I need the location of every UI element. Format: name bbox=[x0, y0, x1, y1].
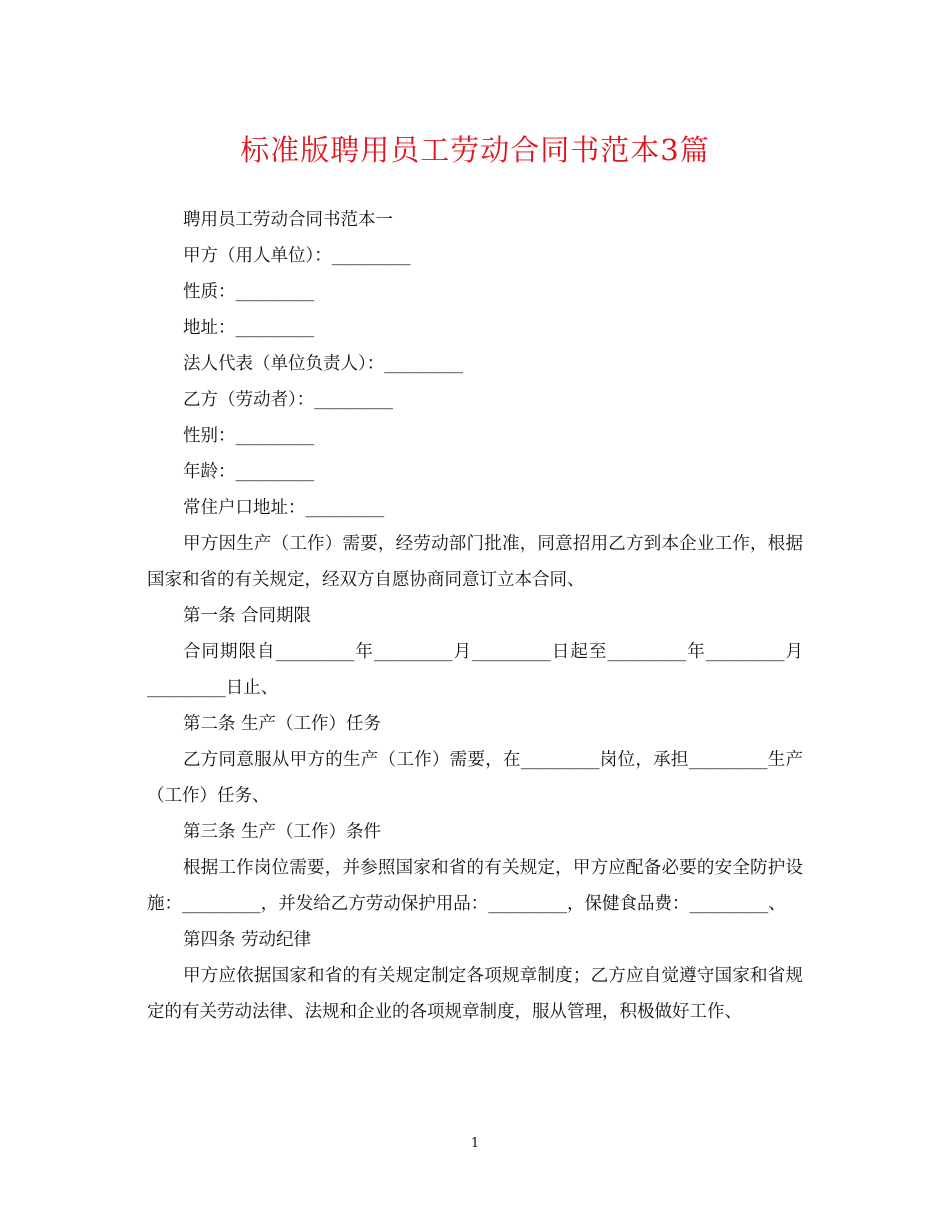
article-3-text: 根据工作岗位需要，并参照国家和省的有关规定，甲方应配备必要的安全防护设施：_________，并发给乙方劳动保护用品：_________，保健食品费：_________、 bbox=[147, 858, 803, 914]
article-4-text: 甲方应依据国家和省的有关规定制定各项规章制度；乙方应自觉遵守国家和省规定的有关劳动法律、法规和企业的各项规章制度，服从管理，积极做好工作、 bbox=[147, 966, 803, 1022]
document-body bbox=[147, 202, 803, 1030]
article-1-heading: 第一条 合同期限 bbox=[183, 606, 312, 626]
gender-field: 性别：_________ bbox=[183, 426, 315, 446]
party-a-field: 甲方（用人单位）：_________ bbox=[183, 246, 411, 266]
age-field: 年龄：_________ bbox=[183, 462, 315, 482]
article-4-heading: 第四条 劳动纪律 bbox=[183, 930, 312, 950]
preamble-paragraph: 甲方因生产（工作）需要，经劳动部门批准，同意招用乙方到本企业工作，根据国家和省的有关规定，经双方自愿协商同意订立本合同、 bbox=[147, 534, 803, 590]
party-b-field: 乙方（劳动者）：_________ bbox=[183, 390, 393, 410]
residence-field: 常住户口地址：_________ bbox=[183, 498, 385, 518]
article-3-heading: 第三条 生产（工作）条件 bbox=[183, 822, 382, 842]
section-heading: 聘用员工劳动合同书范本一 bbox=[183, 210, 393, 230]
document-title: 标准版聘用员工劳动合同书范本3篇 bbox=[240, 133, 710, 167]
address-field: 地址：_________ bbox=[183, 318, 315, 338]
article-1-text: 合同期限自_________年_________月_________日起至_________年_________月_________日止、 bbox=[147, 642, 803, 698]
article-2-text: 乙方同意服从甲方的生产（工作）需要，在_________岗位，承担_________生产（工作）任务、 bbox=[147, 750, 803, 806]
legal-rep-field: 法人代表（单位负责人）：_________ bbox=[183, 354, 463, 374]
page-number: 1 bbox=[470, 1136, 480, 1151]
article-2-heading: 第二条 生产（工作）任务 bbox=[183, 714, 382, 734]
nature-field: 性质：_________ bbox=[183, 282, 315, 302]
